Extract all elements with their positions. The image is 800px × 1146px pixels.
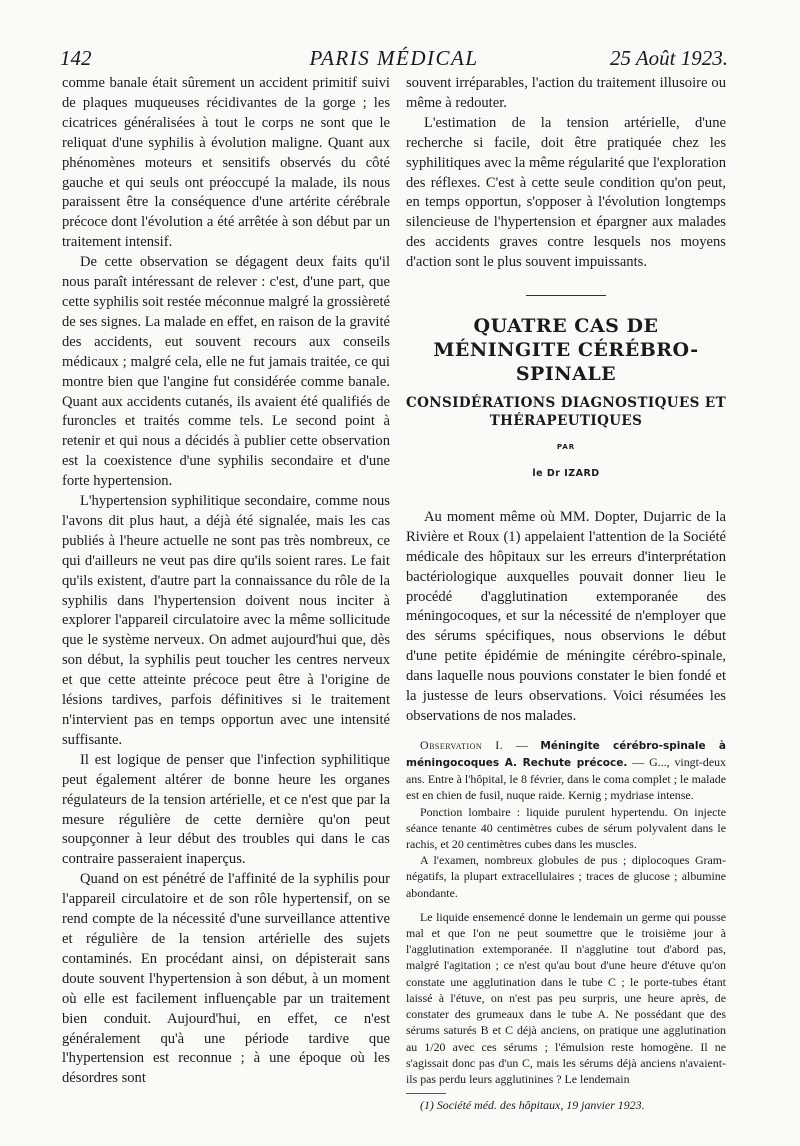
observation-block: [406, 737, 726, 1113]
observation-label: Observation I.: [420, 737, 504, 752]
paragraph: comme banale était sûrement un accident primitif suivi de plaques muqueuses récidivantes de la gorge ; les cicatrices généralisées à tout le corps ne sont que le reliquat d'une syphilis à évolution maligne. Quant aux phénomènes moteurs et sensitifs observés du côté gauche et qui seuls ont préoccupé la malade, ils nous paraissent être la conséquence d'une artérite cérébrale précoce dont l'évolution a été arrêtée à son début par un traitement intensif.: [62, 75, 390, 251]
journal-title: PARIS MÉDICAL: [309, 46, 479, 70]
page-header: [60, 44, 728, 74]
observation-heading: Observation I. — Méningite cérébro-spinale à méningocoques A. Rechute précoce. — G..., vingt-deux ans. Entre à l'hôpital, le 8 février, dans le coma complet ; le malade est en chien de fusil, nuque raide. Kernig ; mydriase intense.: [406, 737, 726, 803]
paragraph: De cette observation se dégagent deux faits qu'il nous paraît intéressant de relever : c'est, d'une part, que cette syphilis soit restée méconnue malgré la grossièreté de ses signes. La malade en effet, en raison de la gravité des accidents, eut souvent recours aux conseils médicaux ; malgré cela, elle ne fut jamais traitée, ce qui montre bien que l'angine fut considérée comme banale. Quant aux accidents cutanés, ils avaient été qualifiés de furoncles et traités comme tels. Le second point à retenir et qui nous a décidés à publier cette observation est la coexistence d'une syphilis secondaire et d'une forte hypertension.: [62, 254, 390, 490]
left-column: [62, 74, 390, 1089]
article-title: QUATRE CAS DE MÉNINGITE CÉRÉBRO-SPINALE: [433, 315, 699, 386]
article-subtitle: CONSIDÉRATIONS DIAGNOSTIQUES ET THÉRAPEUTIQUES: [406, 395, 727, 430]
observation-text: — G..., vingt-deux ans. Entre à l'hôpital, le 8 février, dans le coma complet ; le malade est en chien de fusil, nuque raide. Kernig ; mydriase intense.: [406, 755, 726, 803]
paragraph: L'estimation de la tension artérielle, d'une recherche si facile, doit être pratiquée chez les syphilitiques avec la même régularité que l'exploration des réflexes. C'est à cette seule condition qu'on peut, en temps opportun, s'opposer à l'évolution longtemps silencieuse de l'hypertension et épargner aux malades des accidents graves contre lesquels nos moyens d'action sont le plus souvent impuissants.: [406, 114, 726, 271]
article-intro: Au moment même où MM. Dopter, Dujarric de la Rivière et Roux (1) appelaient l'attention de la Société médicale des hôpitaux sur les erreurs d'interprétation bactériologique auxquelles pouvait donner lieu le procédé d'agglutination extemporanée des méningocoques, et sur la nécessité de n'employer que des sérums spécifiques, nous observions le début d'une petite épidémie de méningite cérébro-spinale, dans laquelle nous pouvions constater le bien fondé et la justesse de leurs observations. Voici résumées les observations de nos malades.: [406, 508, 726, 724]
paragraph: Quand on est pénétré de l'affinité de la syphilis pour l'appareil circulatoire et de son rôle hypertensif, on se rend compte de la nécessité d'une surveillance attentive et régulière de la tension artérielle des sujets contaminés. En procédant ainsi, on dépisterait sans doute souvent l'hypertension à son début, à un moment où elle est facilement influençable par un traitement bien conduit. Aujourd'hui, en effet, ce n'est généralement qu'à une période tardive que l'hypertension est reconnue ; à une époque où les désordres sont: [62, 871, 390, 1087]
page-number: 142: [60, 46, 92, 70]
issue-date: 25 Août 1923.: [609, 46, 728, 70]
byline-par: PAR: [556, 443, 576, 452]
section-divider: [526, 295, 606, 296]
paragraph: Il est logique de penser que l'infection syphilitique peut également altérer de bonne heure les organes régulateurs de la tension artérielle, et ce n'est que par la mesure régulière de cette dernière qu'on peut soupçonner à leur début des troubles qui dans le cas contraire passeraient inaperçus.: [62, 751, 390, 868]
small-paragraph: A l'examen, nombreux globules de pus ; diplocoques Gram-négatifs, la plupart extracellulaires ; traces de glucose ; albumine abondante.: [406, 853, 726, 900]
small-paragraph: Le liquide ensemencé donne le lendemain un germe qui pousse mal et que l'on ne peut soumettre que le troisième jour à l'agglutination extemporanée. Il n'agglutine tout d'abord pas, malgré l'agitation ; ce n'est qu'au bout d'une heure d'étuve qu'on constate une agglutination dans le tube C ; le porte-tubes étant laissé à l'étuve, on n'est pas peu surpris, une heure après, de constater des grumeaux dans le tube A. Ne possédant que des sérums saturés B et C déjà anciens, on pratique une agglutination au 1/20 avec ces sérums ; l'émulsion reste homogène. Il ne s'agissait donc pas d'un C, mais les sérums déjà anciens n'avaient-ils pas perdu leurs agglutinines ? Le lendemain: [406, 909, 726, 1086]
article-author: le Dr IZARD: [532, 467, 600, 479]
paragraph: L'hypertension syphilitique secondaire, comme nous l'avons dit plus haut, a déjà été signalée, mais les cas publiés à l'heure actuelle ne sont pas très nombreux, ce qui d'ailleurs ne veut pas dire qu'ils soient rares. Le fait qu'ils existent, d'autre part la connaissance du rôle de la syphilis dans l'hypertension doivent nous inciter à explorer l'appareil circulatoire avec la même sollicitude que le système nerveux. On admet aujourd'hui que, dès son début, la syphilis peut toucher les centres nerveux et que cette atteinte précoce peut être à l'origine de lésions tardives, parfois définitives si le traitement n'intervient pas en temps opportun avec une intensité suffisante.: [62, 493, 390, 748]
paragraph: souvent irréparables, l'action du traitement illusoire ou même à redouter.: [406, 75, 726, 111]
footnote: (1) Société méd. des hôpitaux, 19 janvier 1923.: [406, 1093, 726, 1113]
right-column: [406, 74, 726, 1113]
observation-title: Méningite cérébro-spinale à méningocoques A. Rechute précoce.: [406, 739, 726, 770]
small-paragraph: Ponction lombaire : liquide purulent hypertendu. On injecte séance tenante 40 centimètres cubes de sérum polyvalent dans le rachis, et 20 centimètres cubes dans les muscles.: [406, 804, 726, 852]
